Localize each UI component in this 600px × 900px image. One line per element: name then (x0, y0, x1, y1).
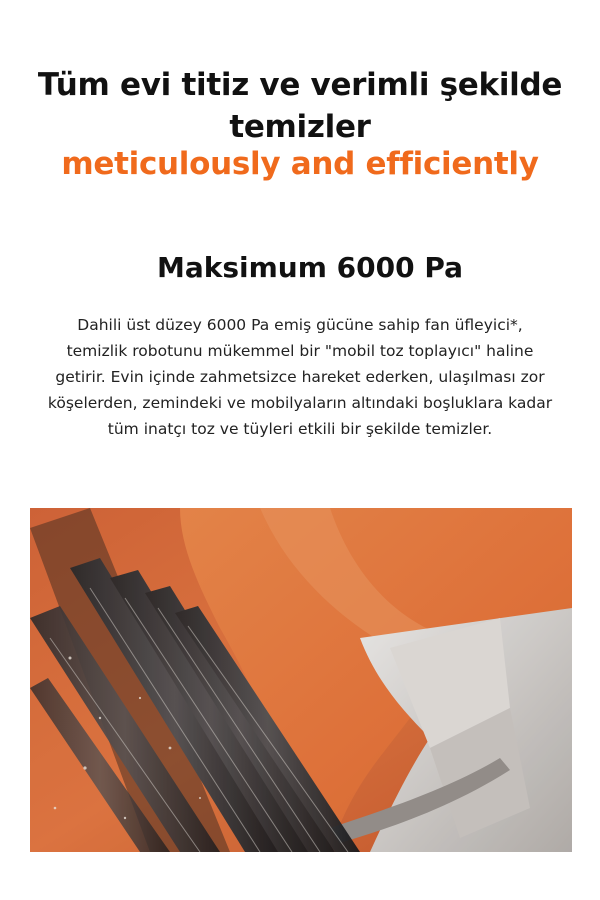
suction-fan-closeup-image (30, 508, 572, 852)
suction-fan-illustration (30, 508, 572, 852)
feature-description: Dahili üst düzey 6000 Pa emiş gücüne sahip fan üfleyici*, temizlik robotunu mükemmel bir "mobil toz toplayıcı" haline getirir. Evin içinde zahmetsizce hareket ederken, ulaşılması zor köşelerden, zemindeki ve mobilyaların altındaki boşluklara kadar tüm inatçı toz ve tüyleri etkili bir şekilde temizler. (47, 316, 553, 438)
headline-english: meticulously and efficiently (61, 146, 539, 182)
headline-turkish: Tüm evi titiz ve verimli şekilde temizler (37, 67, 563, 145)
feature-title: Maksimum 6000 Pa (156, 251, 464, 284)
